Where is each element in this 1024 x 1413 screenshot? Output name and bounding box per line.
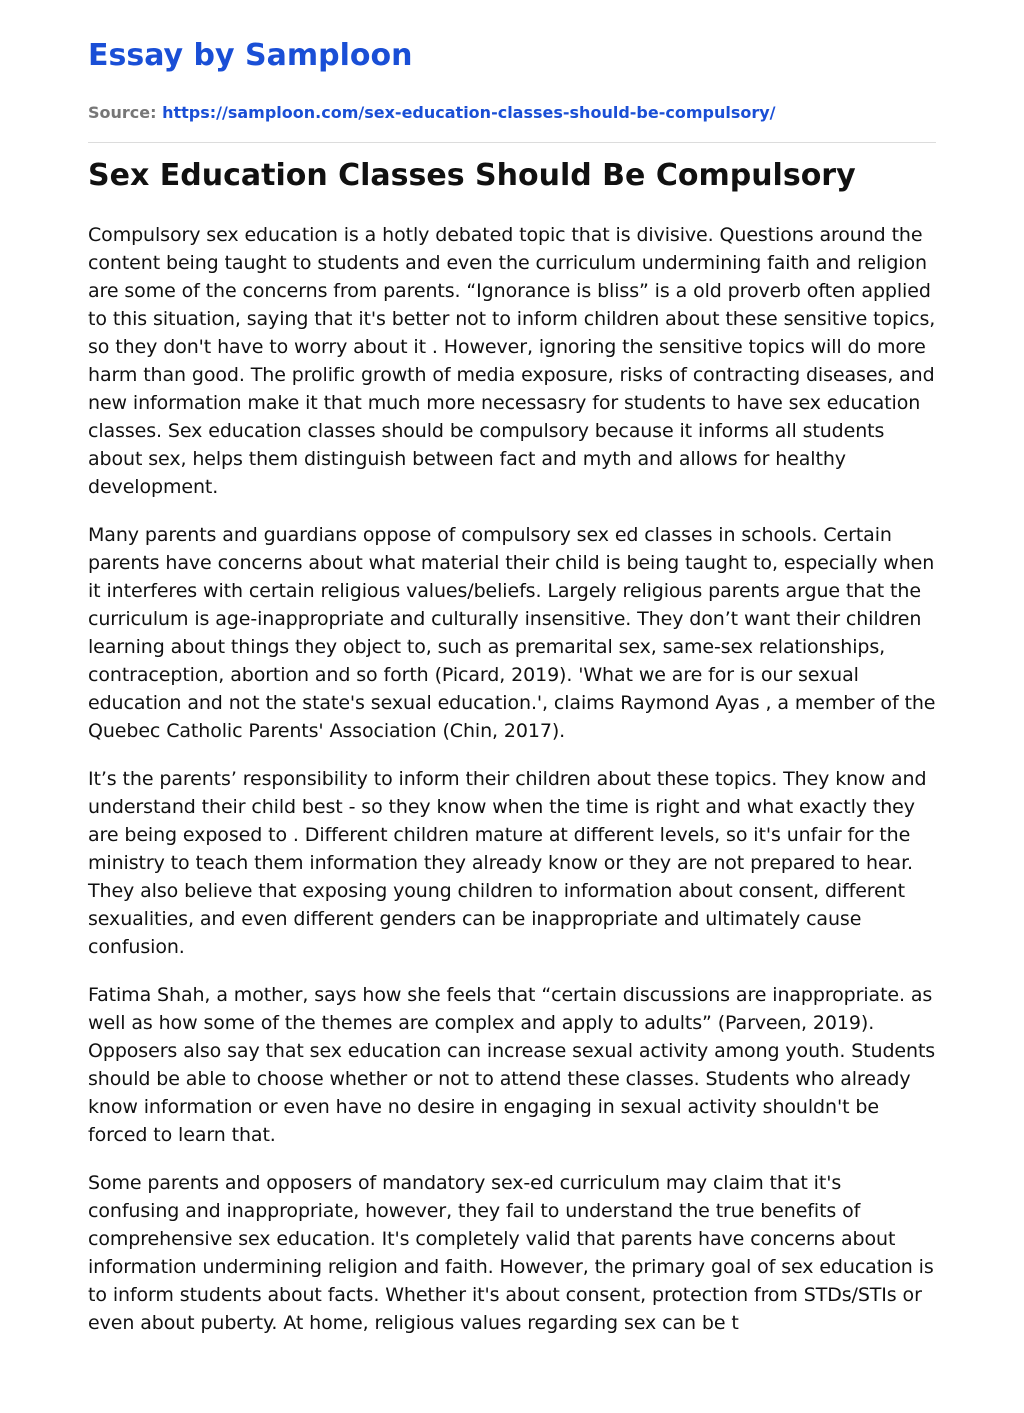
essay-title: Sex Education Classes Should Be Compulsory	[88, 158, 856, 193]
essay-body	[88, 221, 938, 1357]
essay-paragraph: It’s the parents’ responsibility to inform their children about these topics. They know and understand their child best - so they know when the time is right and what exactly they are being exposed to . Different children mature at different levels, so it's unfair for the ministry to teach them information they already know or they are not prepared to hear. They also believe that exposing young children to information about consent, different sexualities, and even different genders can be inappropriate and ultimately cause confusion.	[88, 768, 927, 958]
divider	[88, 142, 936, 143]
source-line	[88, 102, 776, 124]
essay-paragraph: Many parents and guardians oppose of compulsory sex ed classes in schools. Certain parents have concerns about what material their child is being taught to, especially when it interferes with certain religious values/beliefs. Largely religious parents argue that the curriculum is age-inappropriate and culturally insensitive. They don’t want their children learning about things they object to, such as premarital sex, same-sex relationships, contraception, abortion and so forth (Picard, 2019). 'What we are for is our sexual education and not the state's sexual education.', claims Raymond Ayas , a member of the Quebec Catholic Parents' Association (Chin, 2017).	[88, 524, 936, 742]
source-link[interactable]: https://samploon.com/sex-education-classes-should-be-compulsory/	[162, 103, 776, 122]
source-label: Source:	[88, 103, 157, 122]
essay-paragraph: Some parents and opposers of mandatory sex-ed curriculum may claim that it's confusing and inappropriate, however, they fail to understand the true benefits of comprehensive sex education. It's completely valid that parents have concerns about information undermining religion and faith. However, the primary goal of sex education is to inform students about facts. Whether it's about consent, protection from STDs/STIs or even about puberty. At home, religious values regarding sex can be t	[88, 1172, 934, 1334]
essay-paragraph: Fatima Shah, a mother, says how she feels that “certain discussions are inappropriate. as well as how some of the themes are complex and apply to adults” (Parveen, 2019). Opposers also say that sex education can increase sexual activity among youth. Students should be able to choose whether or not to attend these classes. Students who already know information or even have no desire in engaging in sexual activity shouldn't be forced to learn that.	[88, 984, 936, 1146]
site-brand: Essay by Samploon	[88, 38, 413, 73]
essay-paragraph: Compulsory sex education is a hotly debated topic that is divisive. Questions around the content being taught to students and even the curriculum undermining faith and religion are some of the concerns from parents. “Ignorance is bliss” is a old proverb often applied to this situation, saying that it's better not to inform children about these sensitive topics, so they don't have to worry about it . However, ignoring the sensitive topics will do more harm than good. The prolific growth of media exposure, risks of contracting diseases, and new information make it that much more necessasry for students to have sex education classes. Sex education classes should be compulsory because it informs all students about sex, helps them distinguish between fact and myth and allows for healthy development.	[88, 224, 936, 498]
